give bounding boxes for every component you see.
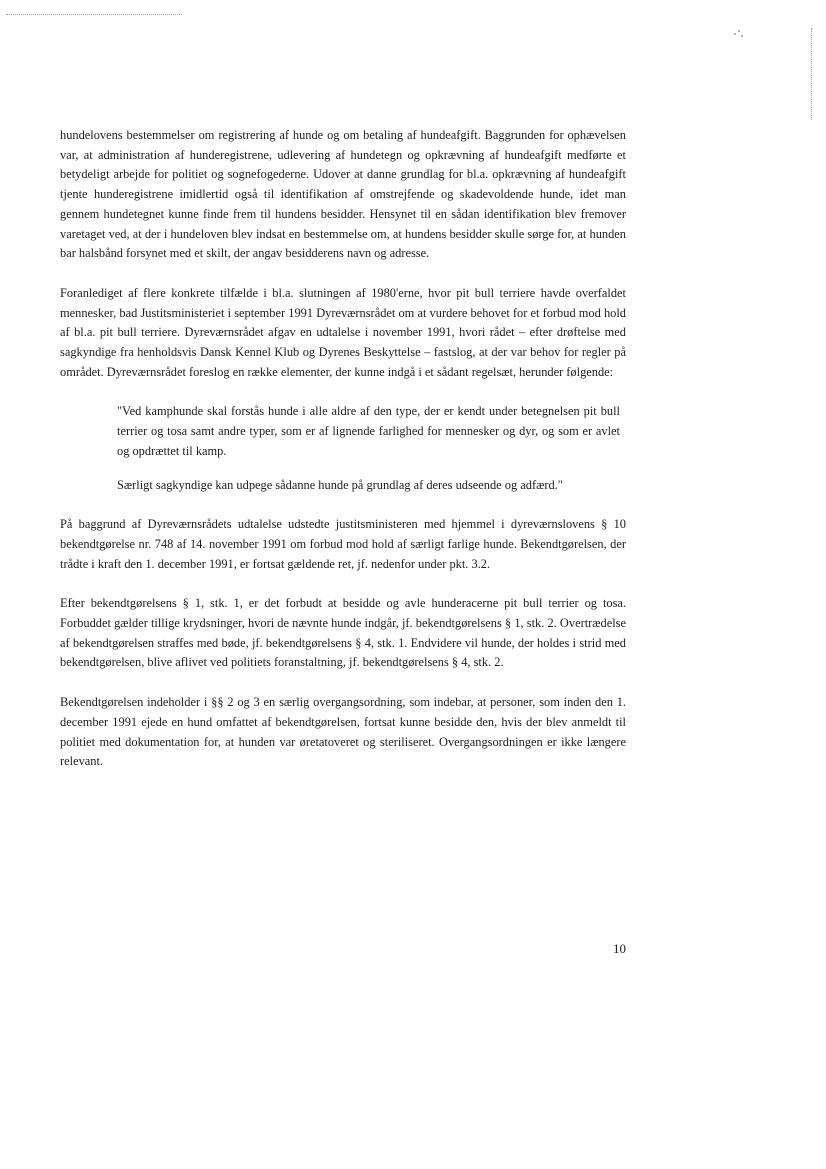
- paragraph-transition-scheme: Bekendtgørelsen indeholder i §§ 2 og 3 en særlig overgangsordning, som indebar, at personer, som inden den 1. december 1991 ejede en hund omfattet af bekendtgørelsen, fortsat kunne besidde den, hvis der blev anmeldt til politiet med dokumentation for, at hunden var øretatoveret og steriliseret. Overgangsordningen er ikke længere relevant.: [60, 695, 626, 769]
- page-number: 10: [613, 941, 626, 956]
- block-quote: [60, 402, 626, 495]
- quote-experts: Særligt sagkyndige kan udpege sådanne hunde på grundlag af deres udseende og adfærd.": [117, 477, 563, 492]
- scan-artifact-right-edge: [811, 28, 812, 120]
- quote-definition: "Ved kamphunde skal forstås hunde i alle aldre af den type, der er kendt under betegnelsen pit bull terrier og tosa samt andre typer, som er af lignende farlighed for mennesker og dyr, og som er avlet og opdrættet til kamp.: [117, 404, 620, 458]
- scan-artifact-specks: [734, 30, 744, 38]
- paragraph-prohibition: Efter bekendtgørelsens § 1, stk. 1, er det forbudt at besidde og avle hunderacerne pit bull terrier og tosa. Forbuddet gælder tillige krydsninger, hvori de nævnte hunde indgår, jf. bekendtgørelsens § 1, stk. 2. Overtrædelse af bekendtgørelsen straffes med bøde, jf. bekendtgørelsens § 4, stk. 1. Endvidere vil hunde, der holdes i strid med bekendtgørelsen, blive aflivet ved politiets foranstaltning, jf. bekendtgørelsens § 4, stk. 2.: [60, 596, 626, 670]
- paragraph-executive-order: På baggrund af Dyreværnsrådets udtalelse udstedte justitsministeren med hjemmel i dyreværnslovens § 10 bekendtgørelse nr. 748 af 14. november 1991 om forbud mod hold af særligt farlige hunde. Bekendtgørelsen, der trådte i kraft den 1. december 1991, er fortsat gældende ret, jf. nedenfor under pkt. 3.2.: [60, 517, 626, 571]
- document-body: [60, 126, 626, 792]
- paragraph-dyrevaernsraadet-request: Foranlediget af flere konkrete tilfælde i bl.a. slutningen af 1980'erne, hvor pit bull terriere havde overfaldet mennesker, bad Justitsministeriet i september 1991 Dyreværnsrådet om at vurdere behovet for et forbud mod hold af bl.a. pit bull terriere. Dyreværnsrådet afgav en udtalelse i november 1991, hvori rådet – efter drøftelse med sagkyndige fra henholdsvis Dansk Kennel Klub og Dyrenes Beskyttelse – fastslog, at der var behov for regler på området. Dyreværnsrådet foreslog en række elementer, der kunne indgå i et sådant regelsæt, herunder følgende:: [60, 285, 626, 379]
- scan-artifact-top: [6, 14, 182, 15]
- paragraph-dog-registration: hundelovens bestemmelser om registrering af hunde og om betaling af hundeafgift. Baggrunden for ophævelsen var, at administration af hunderegistrene, udlevering af hundetegn og opkrævning af hundeafgift medførte et betydeligt arbejde for politiet og sognefogederne. Udover at danne grundlag for bl.a. opkrævning af hundeafgift tjente hunderegistrene imidlertid også til identifikation af omstrejfende og skadevoldende hunde, idet man gennem hundetegnet kunne finde frem til hundens besidder. Hensynet til en sådan identifikation blev fremover varetaget ved, at der i hundeloven blev indsat en bestemmelse om, at hundens besidder skulle sørge for, at hunden bar halsbånd forsynet med et skilt, der angav besidderens navn og adresse.: [60, 128, 626, 261]
